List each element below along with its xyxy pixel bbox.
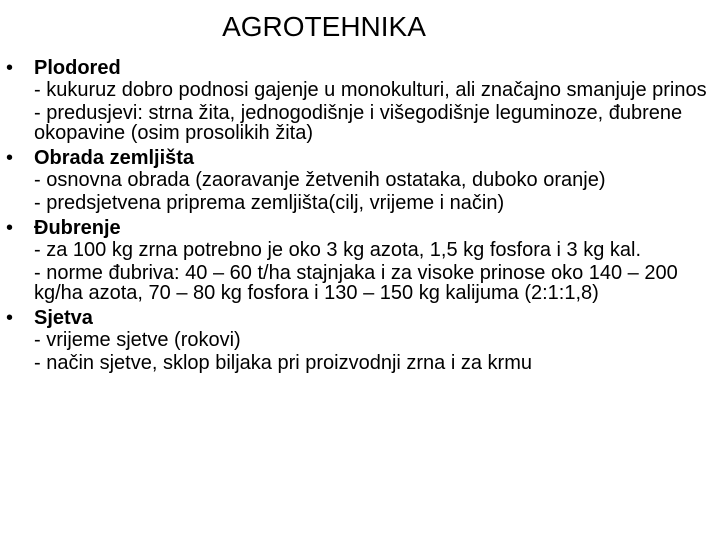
bullet-icon: • xyxy=(6,217,14,239)
sub-line: - vrijeme sjetve (rokovi) xyxy=(34,329,241,351)
bullet-icon: • xyxy=(6,57,14,79)
sub-lines xyxy=(34,80,720,143)
bullet-list xyxy=(0,56,720,376)
sub-line: - način sjetve, sklop biljaka pri proizvodnji zrna i za krmu xyxy=(34,352,532,374)
bullet-heading: Đubrenje xyxy=(34,217,121,239)
sub-line: - predsjetvena priprema zemljišta(cilj, vrijeme i način) xyxy=(34,192,505,214)
sub-lines xyxy=(34,240,720,303)
sub-line: - za 100 kg zrna potrebno je oko 3 kg azota, 1,5 kg fosfora i 3 kg kal. xyxy=(34,239,642,261)
sub-line: - kukuruz dobro podnosi gajenje u monokulturi, ali značajno smanjuje prinos xyxy=(34,79,707,101)
bullet-item-dubrenje xyxy=(0,216,720,303)
bullet-heading: Plodored xyxy=(34,57,121,79)
sub-line: - norme đubriva: 40 – 60 t/ha stajnjaka i za visoke prinose oko 140 – 200 kg/ha azota, 70 – 80 kg fosfora i 130 – 150 kg kalijuma (2:1:1,8) xyxy=(34,262,678,304)
sub-line: - predusjevi: strna žita, jednogodišnje i višegodišnje leguminoze, đubrene okopavine (osim prosolikih žita) xyxy=(34,102,683,144)
sub-lines xyxy=(34,170,720,213)
bullet-heading: Sjetva xyxy=(34,307,93,329)
bullet-item-sjetva xyxy=(0,306,720,373)
sub-lines xyxy=(34,330,720,373)
bullet-item-obrada-zemljista xyxy=(0,146,720,213)
bullet-item-plodored xyxy=(0,56,720,143)
bullet-icon: • xyxy=(6,307,14,329)
sub-line: - osnovna obrada (zaoravanje žetvenih ostataka, duboko oranje) xyxy=(34,169,606,191)
bullet-icon: • xyxy=(6,147,14,169)
bullet-heading: Obrada zemljišta xyxy=(34,147,195,169)
slide-title: AGROTEHNIKA xyxy=(222,11,426,42)
